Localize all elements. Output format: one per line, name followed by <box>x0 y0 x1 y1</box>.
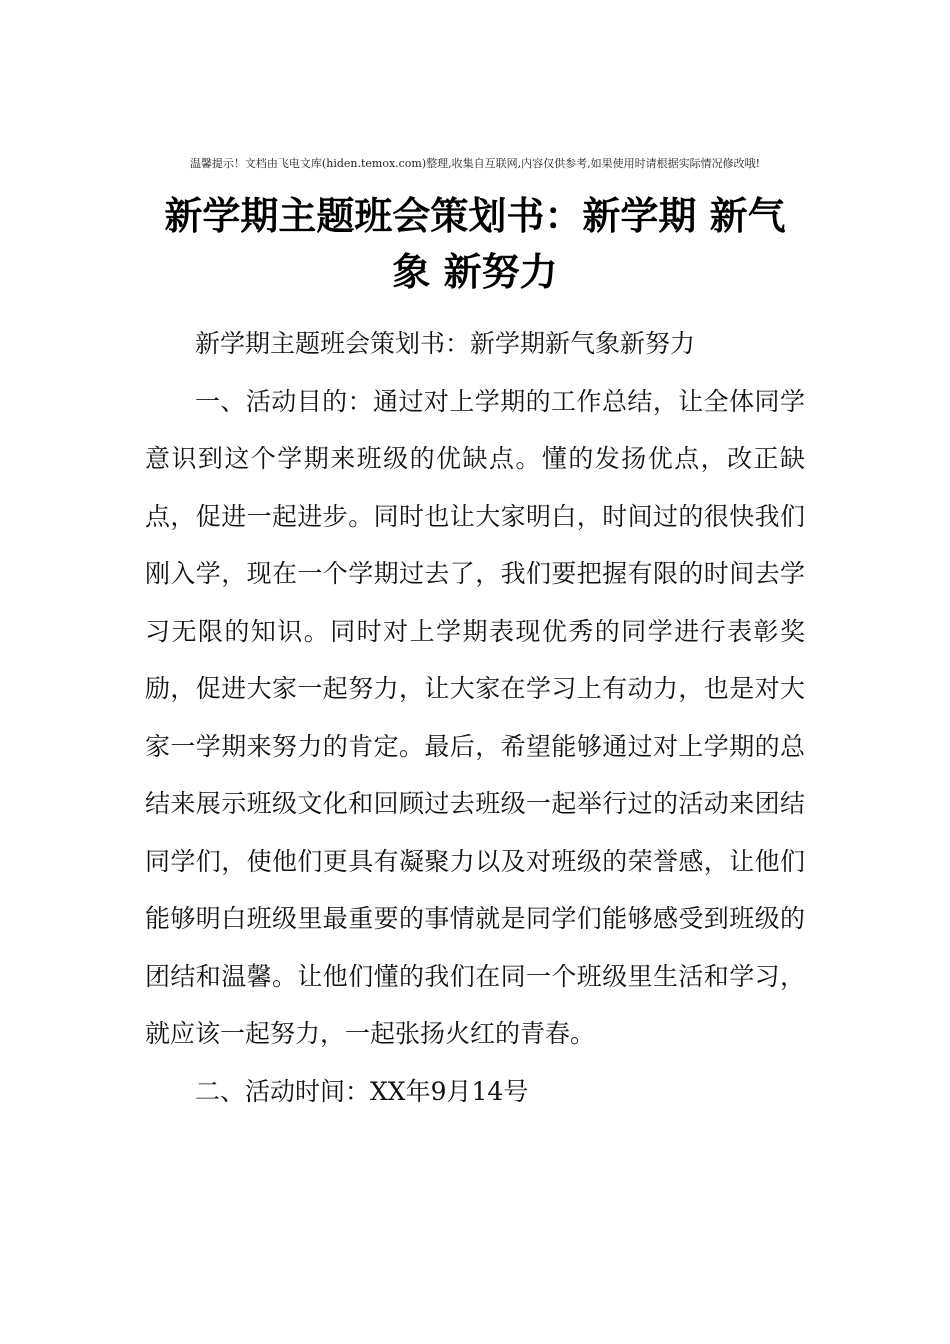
activity-purpose-paragraph: 一、活动目的：通过对上学期的工作总结，让全体同学意识到这个学期来班级的优缺点。懂的发扬优点，改正缺点，促进一起进步。同时也让大家明白，时间过的很快我们刚入学，现在一个学期过去了，我们要把握有限的时间去学习无限的知识。同时对上学期表现优秀的同学进行表彰奖励，促进大家一起努力，让大家在学习上有动力，也是对大家一学期来努力的肯定。最后，希望能够通过对上学期的总结来展示班级文化和回顾过去班级一起举行过的活动来团结同学们，使他们更具有凝聚力以及对班级的荣誉感，让他们能够明白班级里最重要的事情就是同学们能够感受到班级的团结和温馨。让他们懂的我们在同一个班级里生活和学习，就应该一起努力，一起张扬火红的青春。 <box>145 386 805 1048</box>
subtitle-paragraph: 新学期主题班会策划书：新学期新气象新努力 <box>195 329 696 358</box>
document-title <box>130 188 820 300</box>
title-line-1: 新学期主题班会策划书：新学期 新气 <box>164 193 786 238</box>
header-notice: 温馨提示！文档由飞电文库(hiden.temox.com)整理,收集自互联网,内容仅供参考,如果使用时请根据实际情况修改哦! <box>189 157 761 170</box>
title-line-2: 象 新努力 <box>392 249 558 294</box>
document-body <box>145 315 805 1120</box>
activity-time-paragraph: 二、活动时间：XX年9月14号 <box>195 1076 529 1106</box>
